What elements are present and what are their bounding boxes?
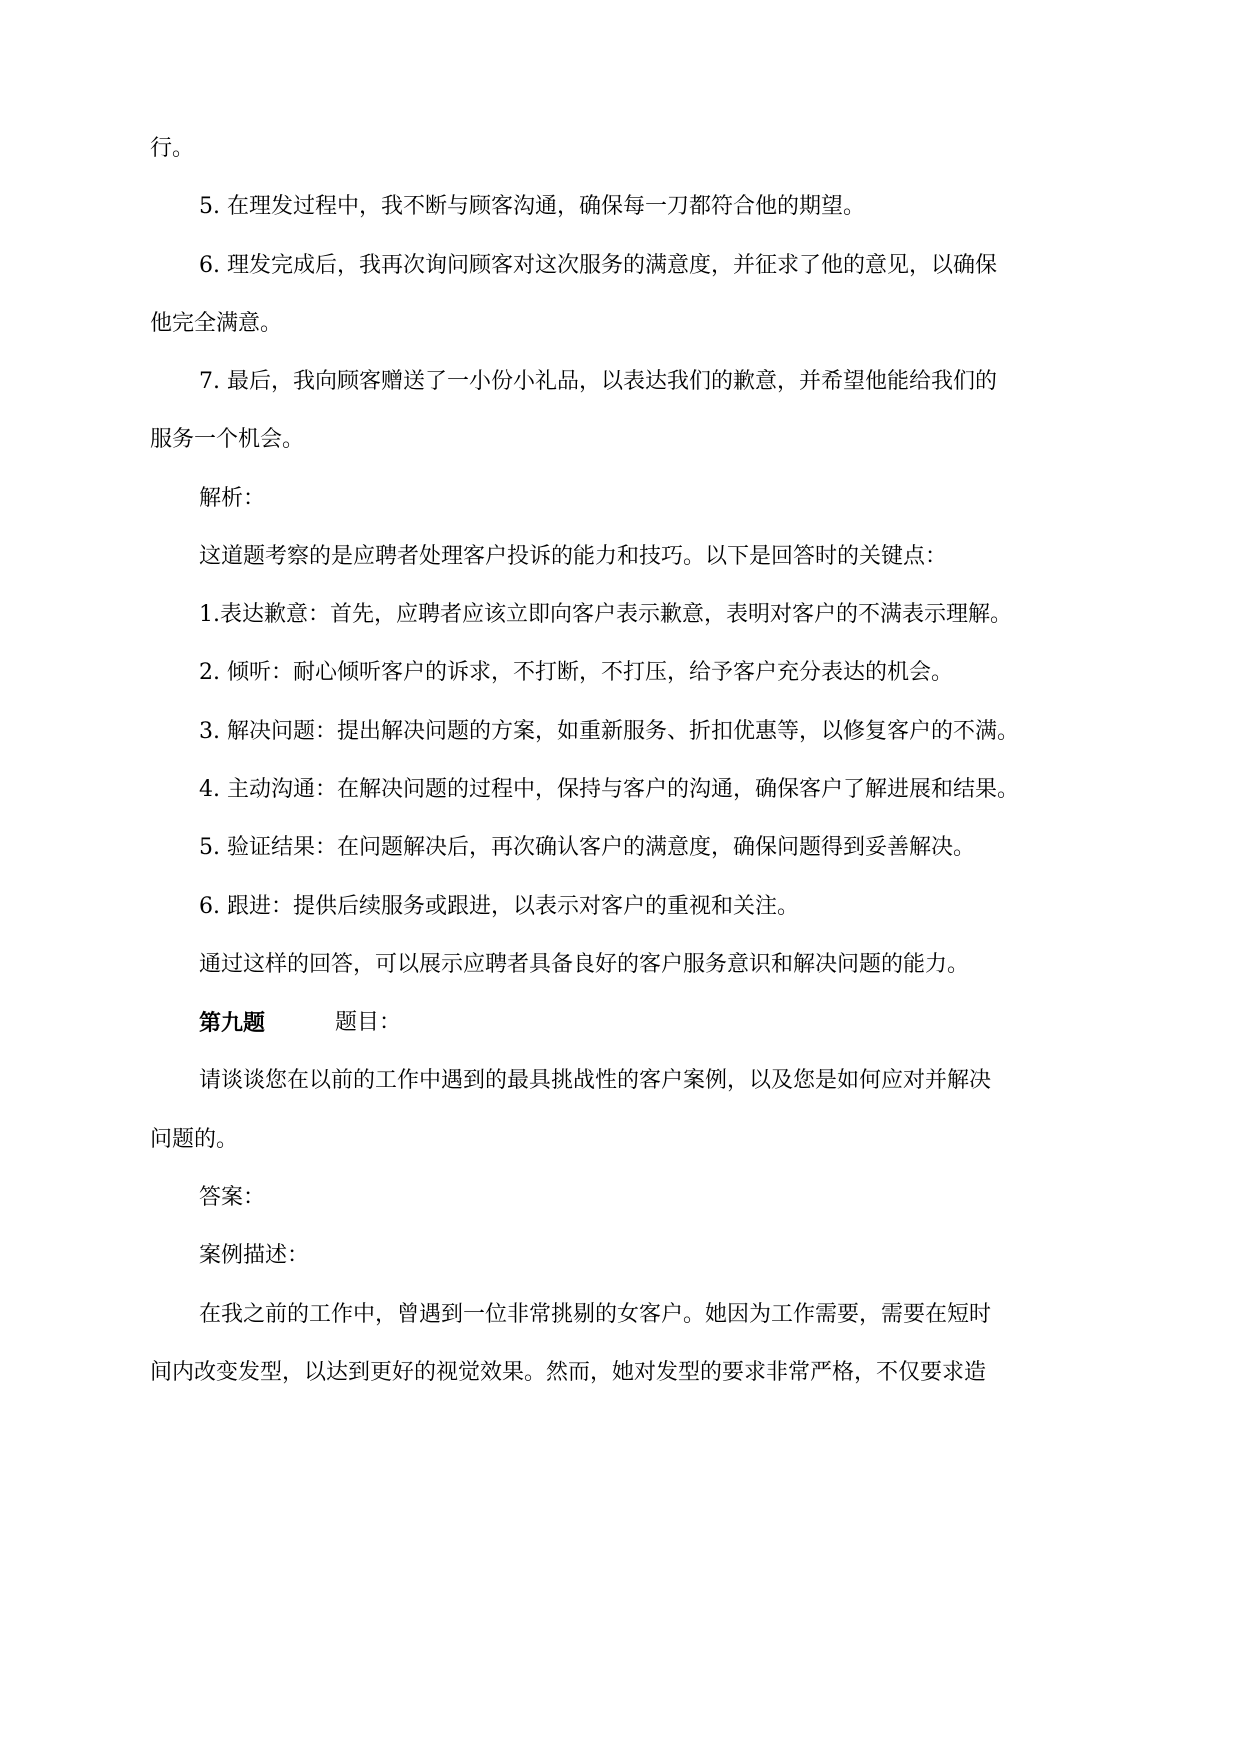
section-label: 答案： xyxy=(199,1185,266,1210)
paragraph-text: 行。 xyxy=(150,136,195,161)
list-item: 3. 解决问题：提出解决问题的方案，如重新服务、折扣优惠等，以修复客户的不满。 xyxy=(199,719,1019,744)
paragraph-text: 这道题考察的是应聘者处理客户投诉的能力和技巧。以下是回答时的关键点： xyxy=(199,544,948,569)
list-item: 5. 验证结果：在问题解决后，再次确认客户的满意度，确保问题得到妥善解决。 xyxy=(199,835,975,860)
section-label: 案例描述： xyxy=(199,1243,310,1268)
paragraph-text: 通过这样的回答，可以展示应聘者具备良好的客户服务意识和解决问题的能力。 xyxy=(199,952,970,977)
paragraph-text: 6. 理发完成后，我再次询问顾客对这次服务的满意度，并征求了他的意见，以确保 xyxy=(199,253,997,278)
list-item: 2. 倾听：耐心倾听客户的诉求，不打断，不打压，给予客户充分表达的机会。 xyxy=(199,660,953,685)
paragraph-text: 服务一个机会。 xyxy=(150,427,305,452)
question-number: 第九题 xyxy=(199,1010,266,1036)
paragraph-text: 5. 在理发过程中，我不断与顾客沟通，确保每一刀都符合他的期望。 xyxy=(199,194,865,219)
paragraph-text: 间内改变发型，以达到更好的视觉效果。然而，她对发型的要求非常严格，不仅要求造 xyxy=(150,1360,987,1385)
list-item: 4. 主动沟通：在解决问题的过程中，保持与客户的沟通，确保客户了解进展和结果。 xyxy=(199,777,1019,802)
list-item: 1.表达歉意：首先，应聘者应该立即向客户表示歉意，表明对客户的不满表示理解。 xyxy=(199,602,1012,627)
list-item: 6. 跟进：提供后续服务或跟进，以表示对客户的重视和关注。 xyxy=(199,894,799,919)
paragraph-text: 在我之前的工作中，曾遇到一位非常挑剔的女客户。她因为工作需要，需要在短时 xyxy=(199,1302,992,1327)
paragraph-text: 问题的。 xyxy=(150,1127,239,1152)
paragraph-text: 请谈谈您在以前的工作中遇到的最具挑战性的客户案例，以及您是如何应对并解决 xyxy=(199,1068,992,1093)
paragraph-text: 7. 最后，我向顾客赠送了一小份小礼品，以表达我们的歉意，并希望他能给我们的 xyxy=(199,369,997,394)
section-label: 解析： xyxy=(199,486,266,511)
paragraph-text: 他完全满意。 xyxy=(150,311,283,336)
question-label: 题目： xyxy=(335,1010,402,1035)
